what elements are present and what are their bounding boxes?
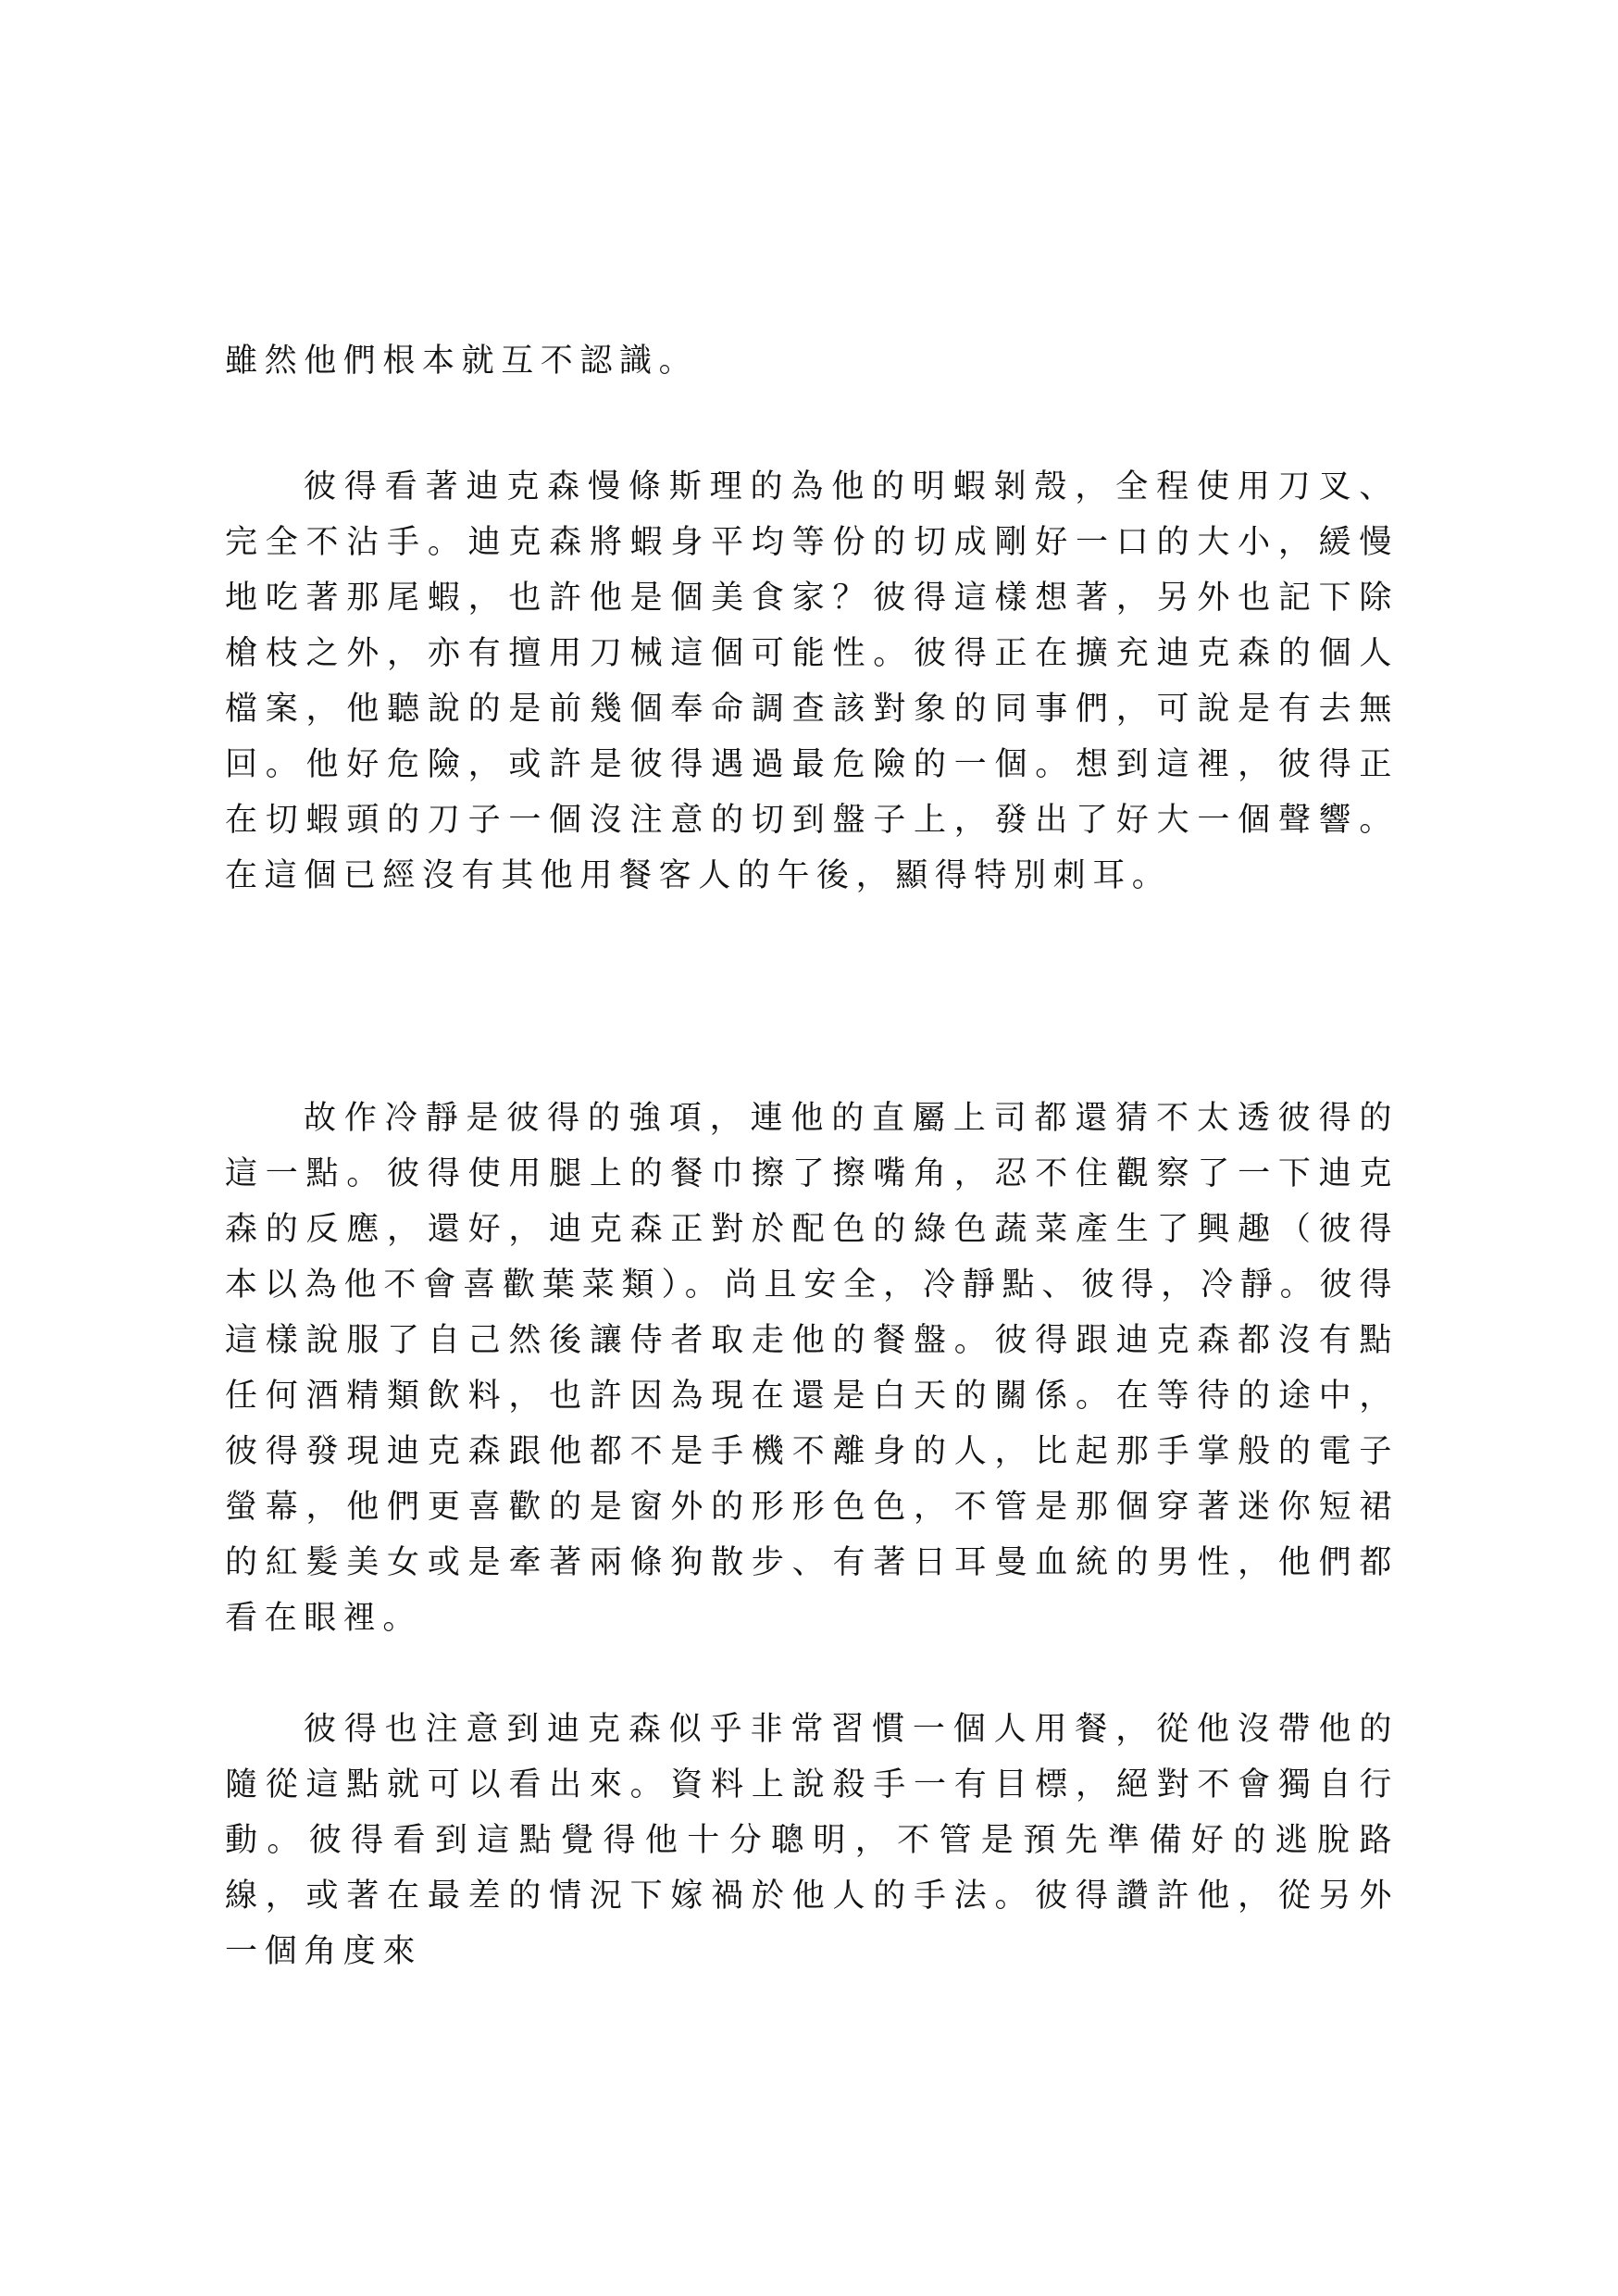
paragraph-calm: 故作冷靜是彼得的強項，連他的直屬上司都還猜不太透彼得的這一點。彼得使用腿上的餐巾擦了擦嘴角，忍不住觀察了一下迪克森的反應，還好，迪克森正對於配色的綠色蔬菜產生了興趣（彼得本以為他不會喜歡葉菜類）。尚且安全，冷靜點、彼得，冷靜。彼得這樣說服了自己然後讓侍者取走他的餐盤。彼得跟迪克森都沒有點任何酒精類飲料，也許因為現在還是白天的關係。在等待的途中，彼得發現迪克森跟他都不是手機不離身的人，比起那手掌般的電子螢幕，他們更喜歡的是窗外的形形色色，不管是那個穿著迷你短裙的紅髮美女或是牽著兩條狗散步、有著日耳曼血統的男性，他們都看在眼裡。: [225, 1100, 1399, 1637]
paragraph-alone: 彼得也注意到迪克森似乎非常習慣一個人用餐，從他沒帶他的隨從這點就可以看出來。資料上說殺手一有目標，絕對不會獨自行動。彼得看到這點覺得他十分聰明，不管是預先準備好的逃脫路線，或著在最差的情況下嫁禍於他人的手法。彼得讚許他，從另外一個角度來: [225, 1711, 1399, 1970]
paragraph-shrimp: 彼得看著迪克森慢條斯理的為他的明蝦剝殼，全程使用刀叉、完全不沾手。迪克森將蝦身平均等份的切成剛好一口的大小，緩慢地吃著那尾蝦，也許他是個美食家？彼得這樣想著，另外也記下除槍枝之外，亦有擅用刀械這個可能性。彼得正在擴充迪克森的個人檔案，他聽說的是前幾個奉命調查該對象的同事們，可說是有去無回。他好危險，或許是彼得遇過最危險的一個。想到這裡，彼得正在切蝦頭的刀子一個沒注意的切到盤子上，發出了好大一個聲響。在這個已經沒有其他用餐客人的午後，顯得特別刺耳。: [225, 468, 1399, 894]
paragraph-continuation: 雖然他們根本就互不認識。: [225, 343, 699, 380]
